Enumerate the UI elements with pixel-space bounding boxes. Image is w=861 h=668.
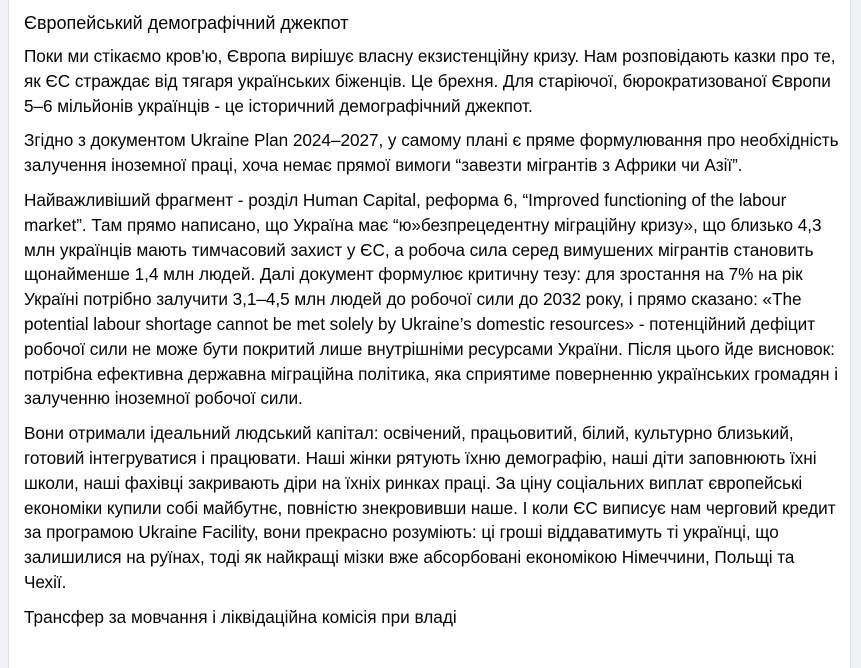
post-paragraph-1: Поки ми стікаємо кров'ю, Європа вирішує власну екзистенційну кризу. Нам розповідають казки про те, як ЄС страждає від тягаря українських біженців. Це брехня. Для старіючої, бюрократизованої Європи 5–6 мільйонів українців - це історичний демографічний джекпот. (24, 46, 836, 116)
post-paragraph-5-cut-off: Трансфер за мовчання і ліквідаційна комісія при владі (24, 606, 457, 627)
post-paragraph-3: Найважливіший фрагмент - розділ Human Capital, реформа 6, “Improved functioning of the labour market”. Там прямо написано, що Україна має “ю»безпрецедентну міграційну кризу», що близько 4,3 млн українців мають тимчасовий захист у ЄС, а робоча сила серед вимушених мігрантів становить щонайменше 1,4 млн людей. Далі документ формулює критичну тезу: для зростання на 7% на рік Україні потрібно залучити 3,1–4,5 млн людей до робочої сили до 2032 року, і прямо сказано: «The potential labour shortage cannot be met solely by Ukraine’s domestic resources» - потенційний дефіцит робочої сили не може бути покритий лише внутрішніми ресурсами України. Після цього йде висновок: потрібна ефективна державна міграційна політика, яка сприятиме поверненню українських громадян і залученню іноземної робочої сили. (24, 189, 838, 409)
post-paragraph-2: Згідно з документом Ukraine Plan 2024–2027, у самому плані є пряме формулювання про необхідність залучення іноземної праці, хоча немає прямої вимоги “завезти мігрантів з Африки чи Азії”. (24, 130, 839, 176)
post-title: Європейський демографічний джекпот (24, 13, 349, 33)
post-content (24, 10, 839, 630)
post-paragraph-4: Вони отримали ідеальний людський капітал: освічений, працьовитий, білий, культурно близький, готовий інтегруватися і працювати. Наші жінки рятують їхню демографію, наші діти заповнюють їхні школи, наші фахівці закривають діри на їхніх ринках праці. За ціну соціальних виплат європейські економіки купили собі майбутнє, повністю знекровивши наше. І коли ЄС виписує нам черговий кредит за програмою Ukraine Facility, вони прекрасно розуміють: ці гроші віддаватимуть ті українці, що залишилися на руїнах, тоді як найкращі мізки вже абсорбовані економікою Німеччини, Польщі та Чехії. (24, 423, 836, 592)
post-card (8, 0, 851, 668)
